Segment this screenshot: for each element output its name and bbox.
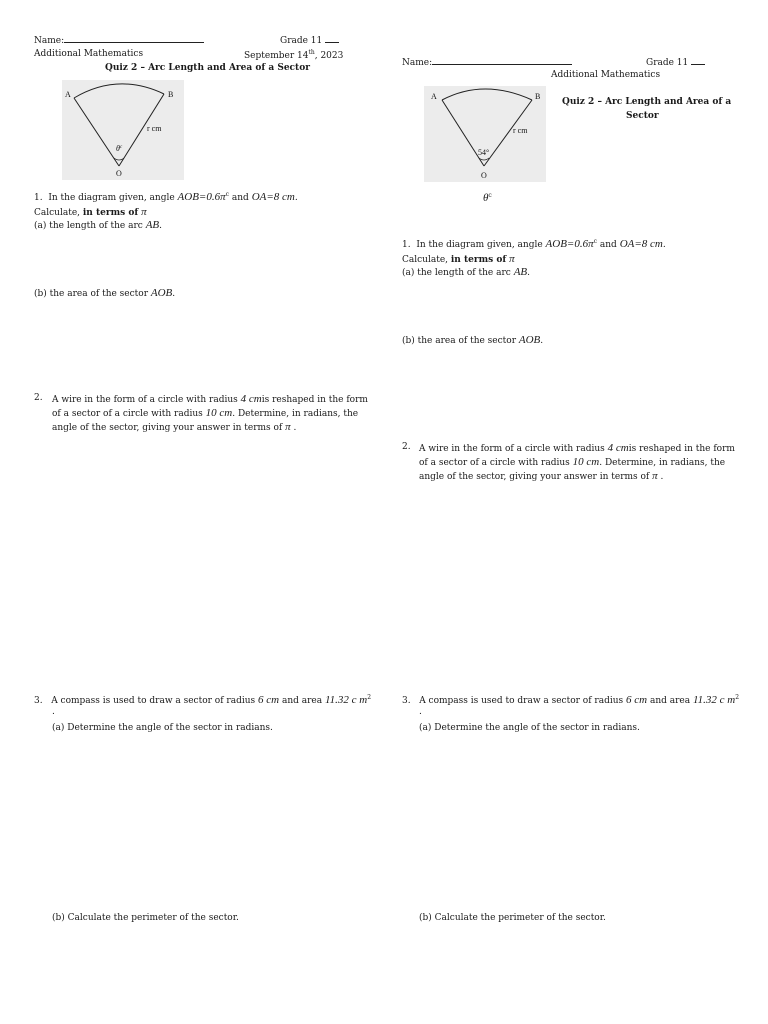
date-label: September 14th, 2023 (244, 49, 344, 61)
question-2: 2. (402, 442, 411, 452)
name-blank (64, 42, 204, 43)
calculate-instruction: Calculate, in terms of π (402, 253, 515, 265)
point-o-label: O (481, 171, 487, 180)
point-b-label: B (168, 90, 174, 99)
arc-ab (74, 84, 164, 98)
sector-diagram (424, 86, 546, 182)
subject-label: Additional Mathematics (551, 70, 661, 80)
question-2-line-2: of a sector of a circle with radius 10 cm. Determine, in radians, the (52, 407, 359, 419)
question-2-line-3: angle of the sector, giving your answer in terms of π . (419, 470, 664, 482)
quiz-title: Quiz 2 – Arc Length and Area of a Sector (105, 63, 310, 73)
question-1: 1. In the diagram given, angle $AOB=0.6\pi^c$ and OA=8 cm. (402, 238, 666, 250)
grade-label: Grade 11 (280, 36, 339, 46)
quiz-title-line-2: Sector (626, 111, 659, 121)
angle-label: $\theta^c$ (116, 144, 123, 153)
question-3-dot: . (419, 707, 422, 717)
question-3b: (b) Calculate the perimeter of the sector. (419, 913, 606, 923)
name-field: Name: (34, 36, 204, 46)
angle-label: 54° (478, 148, 490, 157)
theta-label: $\theta^c$ (483, 192, 492, 204)
radius-label: r cm (147, 124, 162, 133)
grade-label: Grade 11 (646, 58, 705, 68)
question-2-line-1: A wire in the form of a circle with radius 4 cmis reshaped in the form (419, 442, 735, 454)
question-3: 3. A compass is used to draw a sector of radius 6 cm and area 11.32 c $m^2$ (402, 694, 740, 706)
question-1b: (b) the area of the sector AOB. (34, 287, 176, 299)
question-1a: (a) the length of the arc AB. (34, 219, 163, 231)
point-o-label: O (116, 169, 122, 178)
question-1a: (a) the length of the arc AB. (402, 266, 531, 278)
question-3a: (a) Determine the angle of the sector in radians. (52, 723, 273, 733)
question-3a: (a) Determine the angle of the sector in radians. (419, 723, 640, 733)
question-3-dot: . (52, 707, 55, 717)
point-a-label: A (431, 92, 437, 101)
calculate-instruction: Calculate, in terms of π (34, 206, 147, 218)
name-field: Name: (402, 58, 572, 68)
name-blank (432, 64, 572, 65)
quiz-title-line-1: Quiz 2 – Arc Length and Area of a (562, 97, 732, 107)
point-a-label: A (65, 90, 71, 99)
question-2-line-2: of a sector of a circle with radius 10 cm. Determine, in radians, the (419, 456, 726, 468)
sector-figure (424, 86, 546, 182)
question-1b: (b) the area of the sector AOB. (402, 334, 544, 346)
point-b-label: B (535, 92, 541, 101)
question-2: 2. (34, 393, 43, 403)
question-3: 3. A compass is used to draw a sector of radius 6 cm and area 11.32 c $m^2$ (34, 694, 372, 706)
question-2-line-3: angle of the sector, giving your answer in terms of π . (52, 421, 297, 433)
sector-diagram (62, 80, 184, 180)
radius-label: r cm (513, 126, 528, 135)
subject-label: Additional Mathematics (34, 49, 144, 59)
question-1: 1. In the diagram given, angle $AOB=0.6\pi^c$ and OA=8 cm. (34, 191, 298, 203)
radius-oa (74, 98, 119, 166)
question-3b: (b) Calculate the perimeter of the sector. (52, 913, 239, 923)
arc-ab (442, 89, 532, 100)
question-2-line-1: A wire in the form of a circle with radius 4 cmis reshaped in the form (52, 393, 368, 405)
sector-figure (62, 80, 184, 180)
